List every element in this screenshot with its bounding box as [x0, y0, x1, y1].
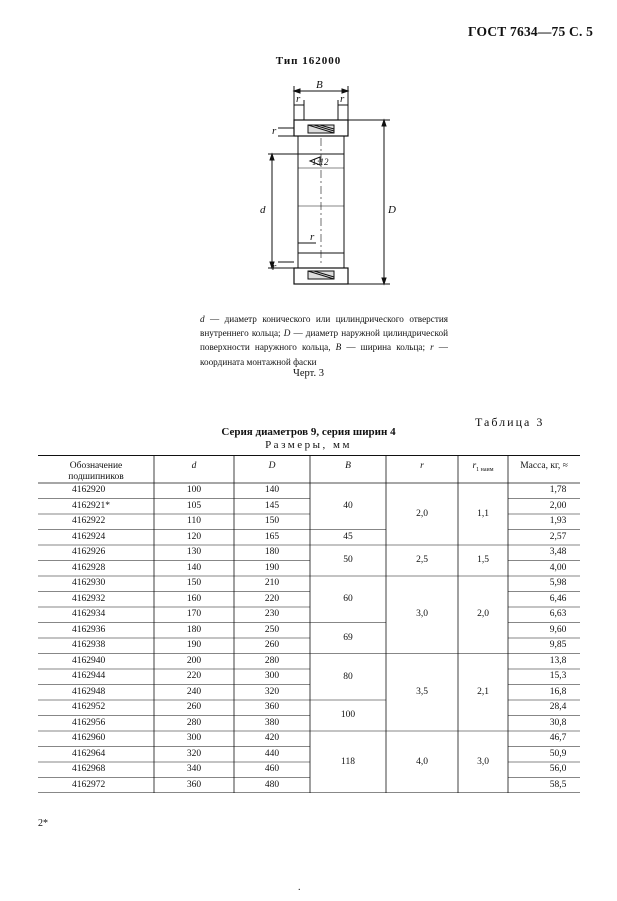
designation-cell: 4162952: [72, 702, 106, 712]
D-cell: 180: [264, 547, 280, 557]
mass-cell: 46,7: [549, 733, 567, 743]
r1-merged-cell: 1,5: [477, 555, 489, 565]
label-r-left-bottom: r: [272, 261, 277, 273]
B-merged-cell: 45: [343, 531, 353, 542]
designation-cell: 4162944: [72, 671, 106, 681]
r1-merged-cell: 3,0: [477, 757, 489, 767]
mass-cell: 30,8: [549, 717, 567, 728]
designation-cell: 4162960: [72, 733, 106, 743]
header-mass: Масса, кг, ≈: [520, 461, 568, 471]
mass-cell: 2,57: [549, 531, 567, 542]
B-merged-cell: 40: [343, 501, 353, 511]
designation-cell: 4162930: [72, 578, 106, 588]
d-cell: 180: [186, 624, 202, 635]
D-cell: 165: [264, 531, 280, 542]
mass-cell: 6,46: [549, 593, 567, 604]
mass-cell: 1,78: [549, 485, 567, 495]
D-cell: 260: [264, 640, 280, 650]
d-cell: 150: [186, 578, 202, 588]
d-cell: 120: [186, 531, 202, 542]
d-cell: 130: [186, 547, 202, 557]
d-cell: 260: [186, 702, 202, 712]
dimensions-label: Размеры, мм: [265, 439, 352, 451]
figure-caption: Черт. 3: [293, 368, 324, 379]
d-cell: 100: [186, 485, 202, 495]
figure-legend: d — диаметр конического или цилиндрического отверстия внутреннего кольца; D — диаметр наружной цилиндрической поверхности наружного кольца, B — ширина кольца; r — координата монтажной фаски: [200, 314, 448, 367]
mass-cell: 58,5: [549, 779, 567, 790]
D-cell: 140: [264, 485, 280, 495]
r-merged-cell: 3,5: [416, 686, 428, 697]
label-r-mid: r: [310, 231, 315, 243]
designation-cell: 4162934: [72, 609, 106, 619]
d-cell: 320: [186, 748, 202, 759]
d-cell: 220: [186, 671, 202, 681]
mass-cell: 9,60: [549, 624, 567, 635]
d-cell: 340: [186, 764, 202, 774]
D-cell: 320: [264, 686, 280, 697]
r-merged-cell: 2,5: [416, 555, 428, 565]
d-cell: 240: [186, 686, 202, 697]
designation-cell: 4162921*: [72, 500, 110, 511]
D-cell: 480: [264, 779, 280, 790]
B-merged-cell: 80: [343, 671, 353, 682]
d-cell: 360: [186, 779, 202, 790]
B-merged-cell: 60: [343, 594, 353, 604]
page-header: ГОСТ 7634—75 С. 5: [468, 24, 594, 39]
designation-cell: 4162936: [72, 624, 106, 635]
B-merged-cell: 69: [343, 632, 353, 643]
label-r-left-top: r: [272, 125, 277, 137]
d-cell: 190: [186, 640, 202, 650]
designation-cell: 4162964: [72, 748, 106, 759]
mass-cell: 9,85: [549, 640, 567, 650]
label-taper: 1:12: [312, 157, 329, 167]
r-merged-cell: 4,0: [416, 757, 428, 767]
B-merged-cell: 50: [343, 555, 353, 565]
mass-cell: 50,9: [549, 748, 567, 759]
d-cell: 200: [186, 655, 202, 666]
d-cell: 140: [186, 562, 202, 573]
designation-cell: 4162938: [72, 640, 106, 650]
footer-dot: .: [298, 882, 301, 893]
designation-cell: 4162948: [72, 686, 106, 697]
designation-cell: 4162926: [72, 547, 106, 557]
designation-cell: 4162924: [72, 531, 106, 542]
series-title: Серия диаметров 9, серия ширин 4: [221, 426, 396, 438]
d-cell: 280: [186, 717, 202, 728]
header-D: D: [268, 461, 276, 471]
r-merged-cell: 2,0: [416, 509, 428, 519]
header-B: B: [345, 461, 351, 471]
r1-merged-cell: 2,1: [477, 686, 489, 697]
D-cell: 190: [264, 562, 280, 573]
designation-cell: 4162920: [72, 485, 106, 495]
label-r-top-left: r: [296, 93, 301, 105]
header-r: r: [420, 461, 424, 471]
mass-cell: 6,63: [549, 609, 567, 619]
D-cell: 220: [264, 593, 280, 604]
label-D: D: [388, 204, 396, 216]
designation-cell: 4162956: [72, 717, 106, 728]
mass-cell: 3,48: [549, 547, 567, 557]
mass-cell: 56,0: [549, 764, 567, 774]
D-cell: 380: [264, 717, 280, 728]
B-merged-cell: 118: [341, 757, 355, 767]
mass-cell: 15,3: [549, 671, 567, 681]
label-B: B: [316, 79, 323, 91]
D-cell: 280: [264, 655, 280, 666]
header-d: d: [191, 461, 197, 471]
d-cell: 105: [186, 500, 202, 511]
D-cell: 230: [264, 609, 280, 619]
designation-cell: 4162928: [72, 562, 106, 573]
D-cell: 440: [264, 748, 280, 759]
type-title: Тип 162000: [275, 55, 342, 67]
mass-cell: 16,8: [549, 686, 567, 697]
r1-merged-cell: 2,0: [477, 609, 489, 619]
r1-merged-cell: 1,1: [477, 509, 489, 519]
D-cell: 300: [264, 671, 280, 681]
mass-cell: 4,00: [549, 562, 567, 573]
designation-cell: 4162932: [72, 593, 106, 604]
designation-cell: 4162968: [72, 764, 106, 774]
footer-page-mark: 2*: [38, 818, 48, 829]
designation-cell: 4162922: [72, 516, 106, 526]
label-r-top-right: r: [340, 93, 345, 105]
header-r1: $r_{1 наим}$: [472, 461, 494, 473]
d-cell: 110: [187, 516, 201, 526]
r-merged-cell: 3,0: [416, 609, 428, 619]
mass-cell: 5,98: [549, 578, 567, 588]
bearing-table: [38, 455, 580, 793]
designation-cell: 4162972: [72, 779, 106, 790]
d-cell: 170: [186, 609, 202, 619]
D-cell: 145: [264, 500, 280, 511]
label-d: d: [260, 204, 266, 216]
designation-cell: 4162940: [72, 655, 106, 666]
d-cell: 300: [186, 733, 202, 743]
header-designation: Обозначение подшипников: [68, 461, 124, 482]
mass-cell: 13,8: [549, 655, 567, 666]
mass-cell: 1,93: [549, 516, 567, 526]
B-merged-cell: 100: [340, 710, 356, 720]
D-cell: 420: [264, 733, 280, 743]
d-cell: 160: [186, 593, 202, 604]
bearing-drawing: [250, 78, 410, 303]
table-label: Таблица 3: [475, 415, 545, 429]
D-cell: 210: [264, 578, 280, 588]
D-cell: 250: [264, 624, 280, 635]
D-cell: 150: [264, 516, 280, 526]
mass-cell: 28,4: [549, 702, 567, 712]
D-cell: 360: [264, 702, 280, 712]
mass-cell: 2,00: [549, 500, 567, 511]
D-cell: 460: [264, 764, 280, 774]
